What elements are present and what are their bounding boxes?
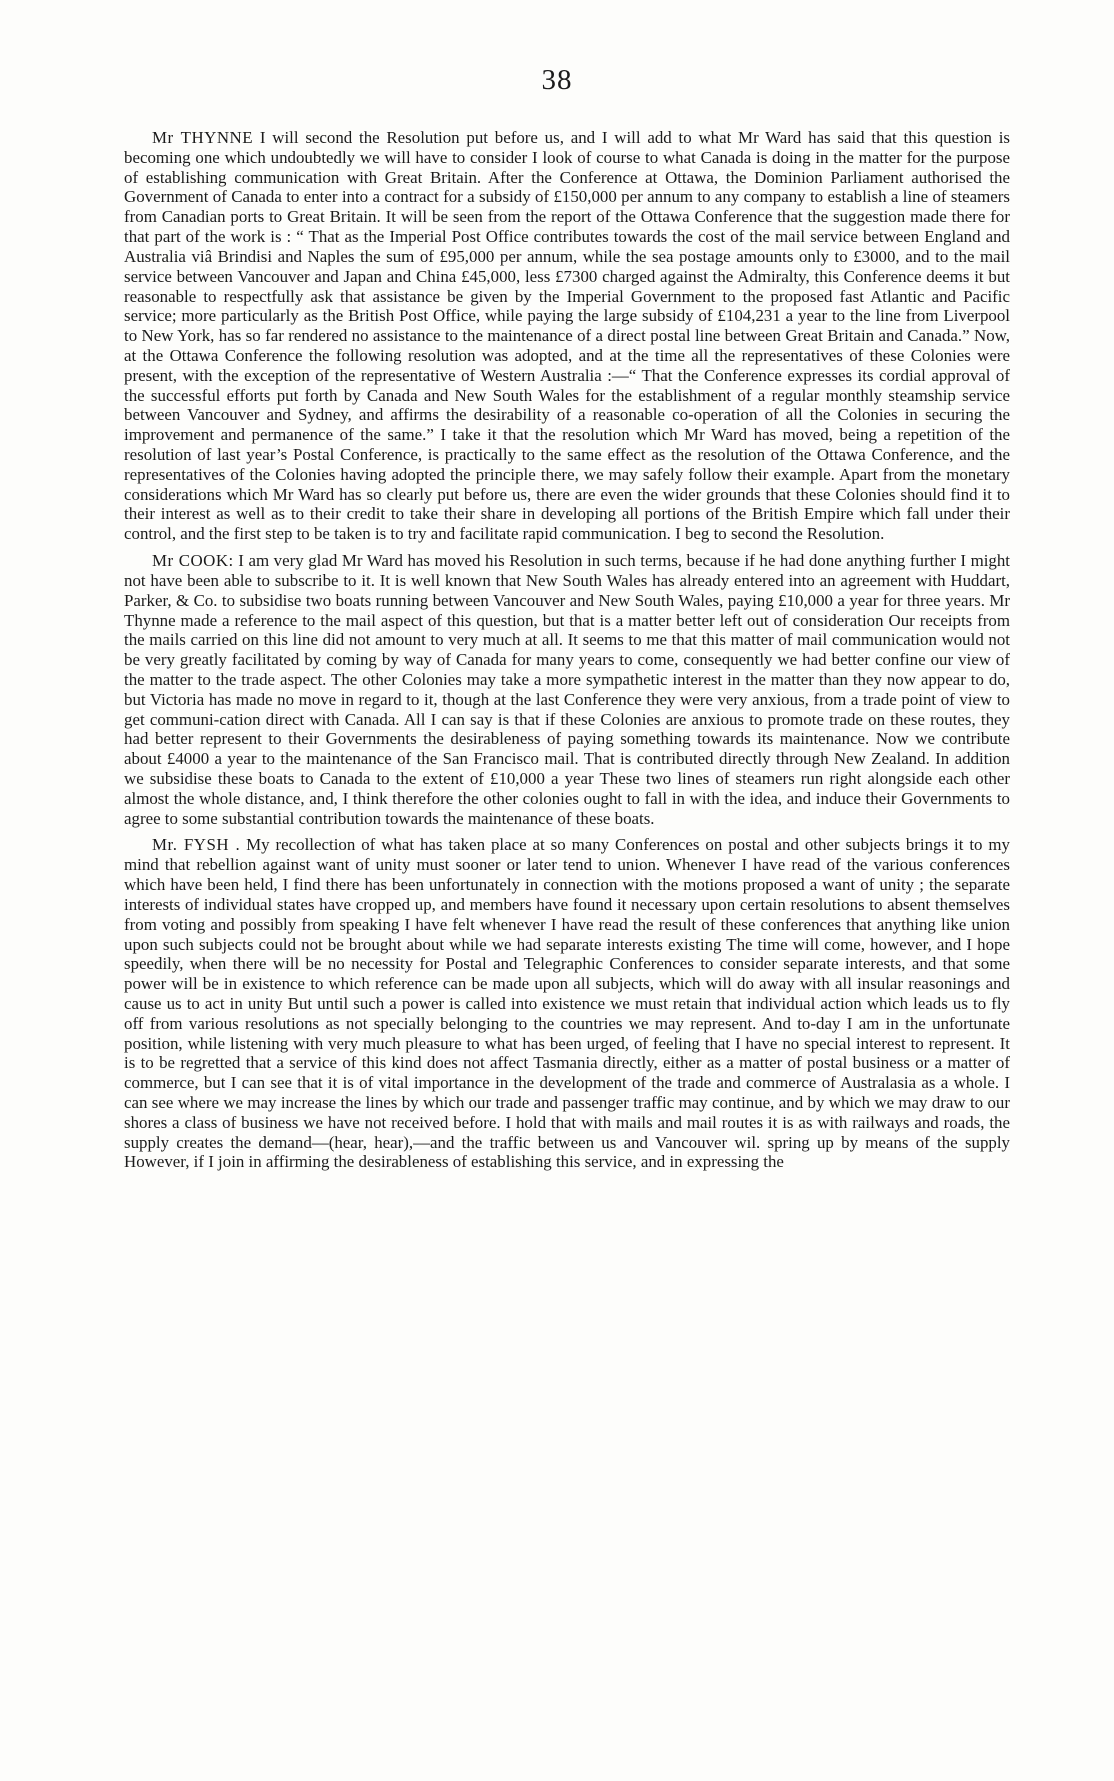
paragraph-thynne — [124, 128, 1010, 544]
body-text — [124, 128, 1010, 1172]
paragraph-text: My recollection of what has taken place at so many Conferences on postal and other subjects brings it to my mind that rebellion against want of unity must sooner or later tend to union. Whenever I have read of the various conferences which have been held, I find there has been unfortunately in connection with the motions proposed a want of unity ; the separate interests of individual states have cropped up, and members have found it necessary upon certain resolutions to absent themselves from voting and possibly from speaking I have felt whenever I have read the result of these conferences that anything like union upon such subjects could not be brought about while we had separate interests existing The time will come, however, and I hope speedily, when there will be no necessity for Postal and Telegraphic Conferences to consider separate interests, and that some power will be in existence to which reference can be made upon all subjects, which will do away with all insular reasonings and cause us to act in unity But until such a power is called into existence we must retain that individual action which leads us to fly off from various resolutions as not specially belonging to the countries we may represent. And to-day I am in the unfortunate position, while listening with very much pleasure to what has been urged, of feeling that I have no special interest to represent. It is to be regretted that a service of this kind does not affect Tasmania directly, either as a matter of postal business or a matter of commerce, but I can see that it is of vital importance in the development of the trade and commerce of Australasia as a whole. I can see where we may increase the lines by which our trade and passenger traffic may continue, and by which we may draw to our shores a class of business we have not received before. I hold that with mails and mail routes it is as with railways and roads, the supply creates the demand—(hear, hear),—and the traffic between us and Vancouver wil. spring up by means of the supply However, if I join in affirming the desirableness of establishing this service, and in expressing the — [124, 835, 1010, 1172]
paragraph-text: I am very glad Mr Ward has moved his Resolution in such terms, because if he had done anything further I might not have been able to subscribe to it. It is well known that New South Wales has already entered into an agreement with Huddart, Parker, & Co. to subsidise two boats running between Vancouver and New South Wales, paying £10,000 a year for three years. Mr Thynne made a reference to the mail aspect of this question, but that is a matter better left out of consideration Our receipts from the mails carried on this line did not amount to very much at all. It seems to me that this matter of mail communication would not be very greatly facilitated by coming by way of Canada for many years to come, consequently we had better confine our view of the matter to the trade aspect. The other Colonies may take a more sympathetic interest in the matter than they now appear to do, but Victoria has made no move in regard to it, though at the last Conference they were very anxious, from a trade point of view to get communi-cation direct with Canada. All I can say is that if these Colonies are anxious to promote trade on these routes, they had better represent to their Governments the desirableness of paying something towards its maintenance. Now we contribute about £4000 a year to the maintenance of the San Francisco mail. That is contributed directly through New Zealand. In addition we subsidise these boats to Canada to the extent of £10,000 a year These two lines of steamers run right alongside each other almost the whole distance, and, I think therefore the other colonies ought to fall in with the idea, and induce their Governments to agree to some substantial contribution towards the maintenance of these boats. — [124, 551, 1010, 828]
speaker-name: Mr. FYSH . — [152, 835, 241, 855]
page-number: 38 — [541, 64, 573, 96]
paragraph-cook — [124, 551, 1010, 828]
speaker-name: Mr COOK: — [152, 551, 234, 571]
speaker-name: Mr THYNNE — [152, 128, 254, 147]
paragraph-text: I will second the Resolution put before us, and I will add to what Mr Ward has said that this question is becoming one which undoubtedly we will have to consider I look of course to what Canada is doing in the matter for the purpose of establishing communication with Great Britain. After the Conference at Ottawa, the Dominion Parliament authorised the Government of Canada to enter into a contract for a subsidy of £150,000 per annum to any company to establish a line of steamers from Canadian ports to Great Britain. It will be seen from the report of the Ottawa Conference that the suggestion made there for that part of the work is : “ That as the Imperial Post Office contributes towards the cost of the mail service between England and Australia viâ Brindisi and Naples the sum of £95,000 per annum, while the sea postage amounts only to £3000, and to the mail service between Vancouver and Japan and China £45,000, less £7300 charged against the Admiralty, this Conference deems it but reasonable to respectfully ask that assistance be given by the Imperial Government to the proposed fast Atlantic and Pacific service; more particularly as the British Post Office, while paying the large subsidy of £104,231 a year to the line from Liverpool to New York, has so far rendered no assistance to the maintenance of a direct postal line between Great Britain and Canada.” Now, at the Ottawa Conference the following resolution was adopted, and at the time all the representatives of these Colonies were present, with the exception of the representative of Western Australia :—“ That the Conference expresses its cordial approval of the successful efforts put forth by Canada and New South Wales for the establishment of a regular monthly steamship service between Vancouver and Sydney, and affirms the desirability of a reasonable co-operation of all the Colonies in securing the improvement and permanence of the same.” I take it that the resolution which Mr Ward has moved, being a repetition of the resolution of last year’s Postal Conference, is practically to the same effect as the resolution of the Ottawa Conference, and the representatives of the Colonies having adopted the principle there, we may safely follow their example. Apart from the monetary considerations which Mr Ward has so clearly put before us, there are even the wider grounds that these Colonies should find it to their interest as well as to their credit to take their share in developing all portions of the British Empire which fall under their control, and the first step to be taken is to try and facilitate rapid communication. I beg to second the Resolution. — [124, 128, 1010, 544]
paragraph-fysh — [124, 835, 1010, 1172]
